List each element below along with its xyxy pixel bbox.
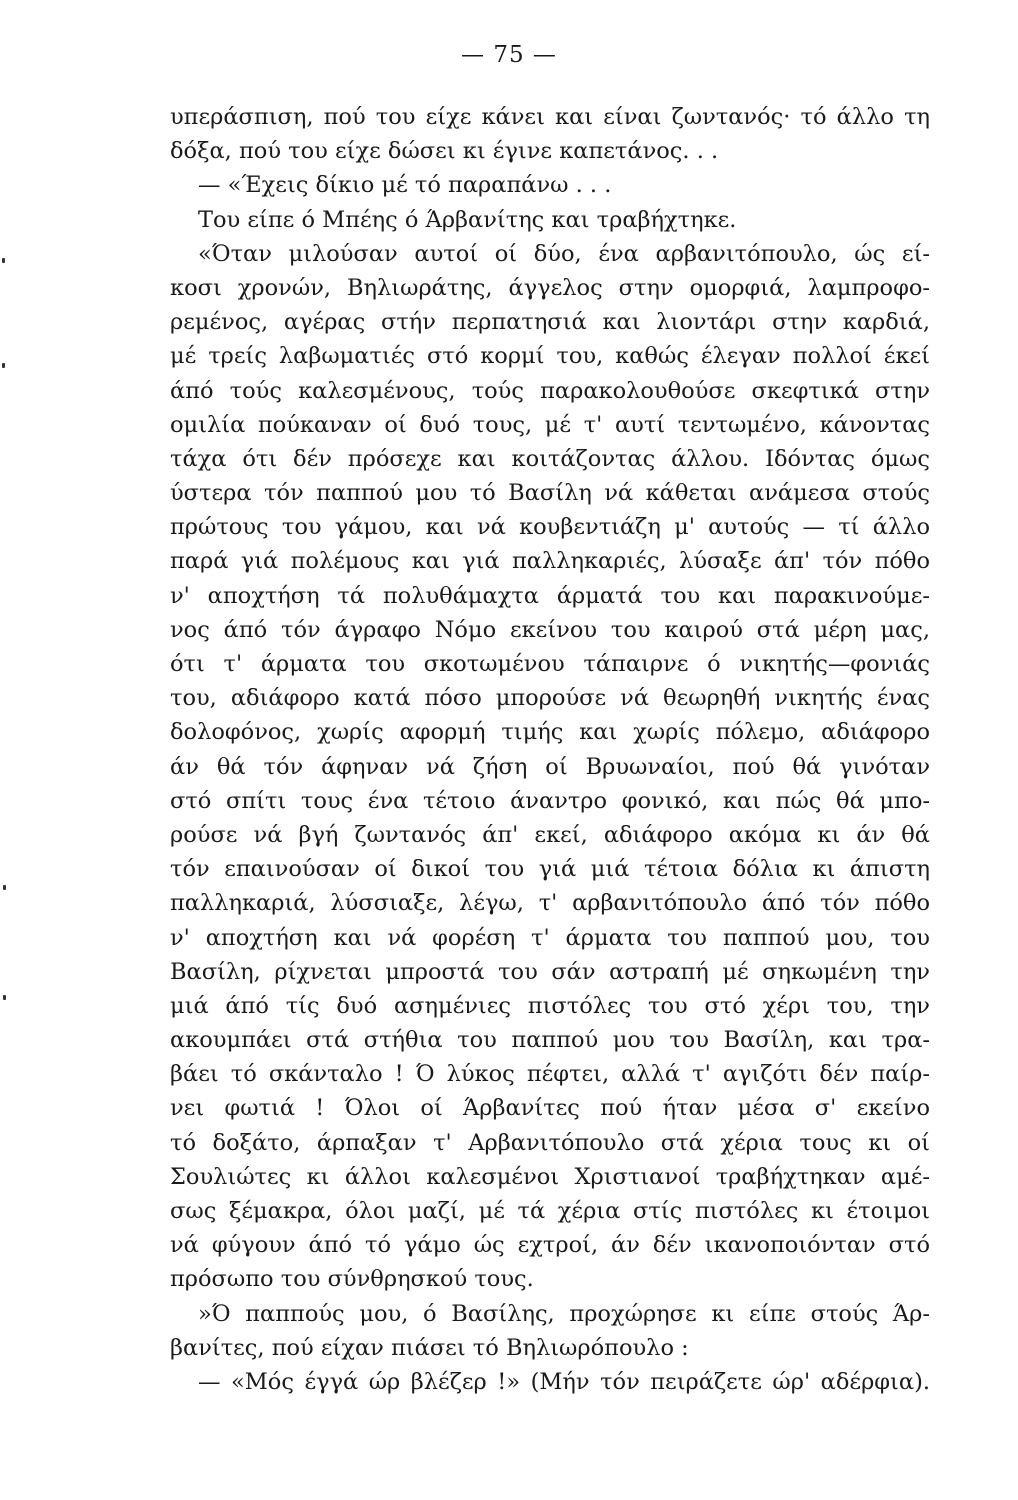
text-line: τάχα ότι δέν πρόσεχε και κοιτάζοντας άλλου. Ιδόντας όμως <box>170 445 930 472</box>
text-line: πρώτους του γάμου, και νά κουβεντιάζη μ' αυτούς — τί άλλο <box>170 514 930 541</box>
margin-speck <box>3 885 6 890</box>
text-line: δόξα, πού του είχε δώσει κι έγινε καπετάνος. . . <box>170 138 719 165</box>
text-line: άν θά τόν άφηναν νά ζήση οί Βρυωναίοι, πού θά γινόταν <box>170 753 930 780</box>
text-line: σως ξέμακρα, όλοι μαζί, μέ τά χέρια στίς πιστόλες κι έτοιμοι <box>170 1198 930 1224</box>
text-line: στό σπίτι τους ένα τέτοιο άναντρο φονικό, και πώς θά μπο- <box>170 787 930 814</box>
text-line: — «Έχεις δίκιο μέ τό παραπάνω . . . <box>198 172 612 199</box>
text-line: τό δοξάτο, άρπαξαν τ' Αρβανιτόπουλο στά χέρια τους κι οί <box>170 1129 930 1156</box>
text-line: παρά γιά πολέμους και γιά παλληκαριές, λύσαξε άπ' τόν πόθο <box>170 548 930 575</box>
text-line: παλληκαριά, λύσσιαξε, λέγω, τ' αρβανιτόπουλο άπό τόν πόθο <box>170 890 930 917</box>
text-line: άπό τούς καλεσμένους, τούς παρακολουθούσε σκεφτικά στην <box>170 377 930 404</box>
text-line: τόν επαινούσαν οί δικοί του γιά μιά τέτοια δόλια κι άπιστη <box>170 856 930 883</box>
text-line: Βασίλη, ρίχνεται μπροστά του σάν αστραπή μέ σηκωμένη την <box>170 958 930 985</box>
text-line: «Όταν μιλούσαν αυτοί οί δύο, ένα αρβανιτόπουλο, ώς εί- <box>198 240 930 267</box>
margin-speck <box>2 363 5 368</box>
text-line: νά φύγουν άπό τό γάμο ώς εχτροί, άν δέν ικανοποιόνταν στό <box>170 1232 930 1259</box>
text-line: ότι τ' άρματα του σκοτωμένου τάπαιρνε ό νικητής—φονιάς <box>170 651 930 677</box>
text-line: του, αδιάφορο κατά πόσο μπορούσε νά θεωρηθή νικητής ένας <box>170 685 930 712</box>
margin-speck <box>3 995 6 1000</box>
text-line: ομιλία πούκαναν οί δυό τους, μέ τ' αυτί τεντωμένο, κάνοντας <box>170 411 930 438</box>
text-line: μέ τρείς λαβωματιές στό κορμί του, καθώς έλεγαν πολλοί έκεί <box>170 343 930 370</box>
text-line: ν' αποχτήση τά πολυθάμαχτα άρματά του και παρακινούμε- <box>170 582 930 609</box>
text-line: Του είπε ό Μπέης ό Άρβανίτης και τραβήχτηκε. <box>198 206 737 233</box>
text-line: μιά άπό τίς δυό ασημένιες πιστόλες του στό χέρι του, την <box>170 992 930 1019</box>
text-line: ρούσε νά βγή ζωντανός άπ' εκεί, αδιάφορο ακόμα κι άν θά <box>170 821 930 848</box>
text-line: »Ό παππούς μου, ό Βασίλης, προχώρησε κι είπε στούς Άρ- <box>198 1300 930 1327</box>
text-line: ακουμπάει στά στήθια του παππού μου του Βασίλη, και τρα- <box>170 1027 930 1054</box>
text-line: ν' αποχτήση και νά φορέση τ' άρματα του παππού μου, του <box>170 924 930 951</box>
text-line: νος άπό τόν άγραφο Νόμο εκείνου του καιρού στά μέρη μας, <box>170 616 930 643</box>
page-number: — 75 — <box>461 42 557 68</box>
text-line: — «Μός έγγά ώρ βλέζερ !» (Μήν τόν πειράζετε ώρ' αδέρφια). <box>198 1368 930 1395</box>
body-text <box>170 100 930 1399</box>
text-line: βάει τό σκάνταλο ! Ό λύκος πέφτει, αλλά τ' αγιζότι δέν παίρ- <box>170 1061 930 1088</box>
margin-speck <box>2 258 5 263</box>
text-line: ρεμένος, αγέρας στήν περπατησιά και λιοντάρι στην καρδιά, <box>170 309 930 336</box>
text-line: νει φωτιά ! Όλοι οί Άρβανίτες πού ήταν μέσα σ' εκείνο <box>170 1095 930 1122</box>
text-line: Σουλιώτες κι άλλοι καλεσμένοι Χριστιανοί τραβήχτηκαν αμέ- <box>170 1163 930 1190</box>
text-line: κοσι χρονών, Βηλιωράτης, άγγελος στην ομορφιά, λαμπροφο- <box>170 274 930 301</box>
text-line: υπεράσπιση, πού του είχε κάνει και είναι ζωντανός· τό άλλο τη <box>170 104 930 130</box>
text-line: ύστερα τόν παππού μου τό Βασίλη νά κάθεται ανάμεσα στούς <box>170 480 930 507</box>
text-line: πρόσωπο του σύνθρησκού τους. <box>170 1266 534 1293</box>
text-line: βανίτες, πού είχαν πιάσει τό Βηλιωρόπουλο : <box>170 1334 689 1361</box>
text-line: δολοφόνος, χωρίς αφορμή τιμής και χωρίς πόλεμο, αδιάφορο <box>170 719 930 746</box>
